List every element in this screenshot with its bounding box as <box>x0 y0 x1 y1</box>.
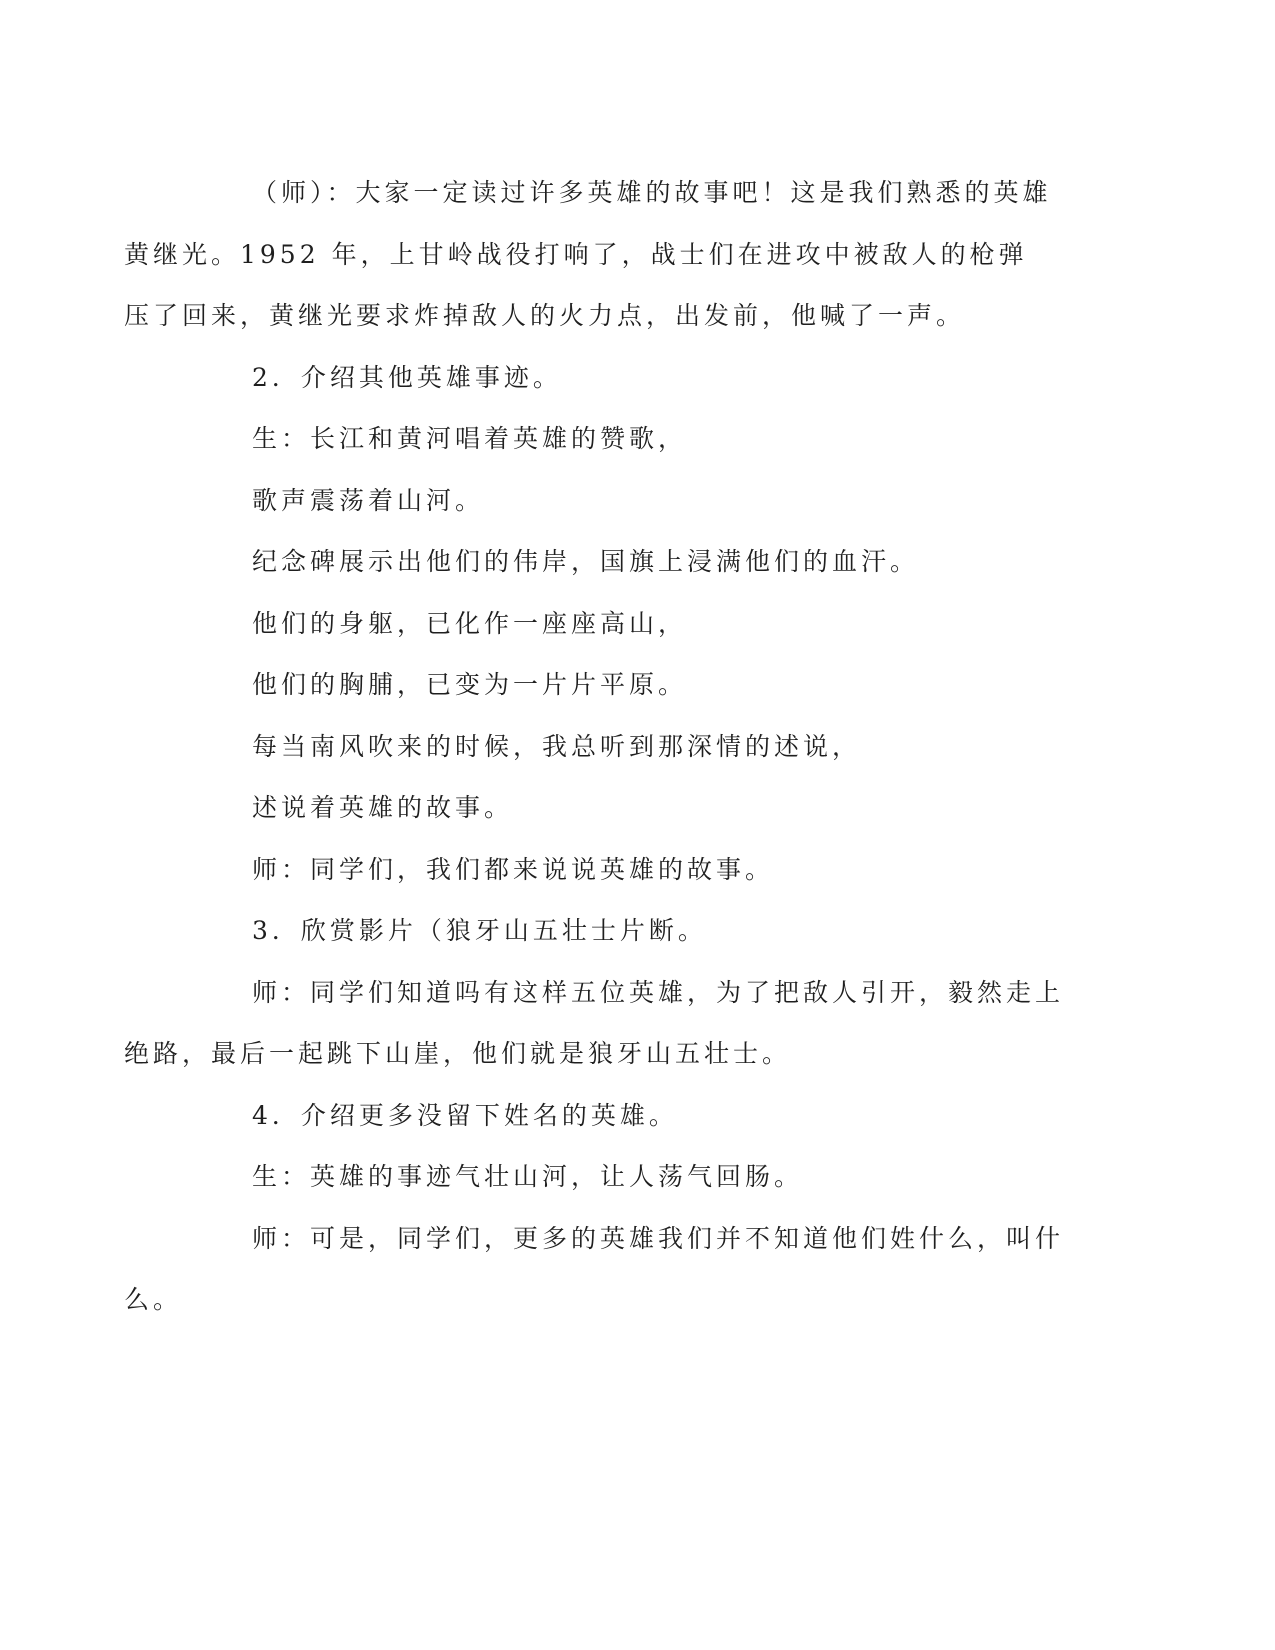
text-line: 压了回来，黄继光要求炸掉敌人的火力点，出发前，他喊了一声。 <box>124 301 966 330</box>
text-line: 绝路，最后一起跳下山崖，他们就是狼牙山五壮士。 <box>124 1039 792 1068</box>
paragraph-step-3-heading <box>188 900 1078 962</box>
text-line: 述说着英雄的故事。 <box>252 793 514 822</box>
paragraph-student-response <box>188 1146 1078 1208</box>
paragraph-step-4-heading <box>188 1085 1078 1147</box>
paragraph-intro-huang-jiguang <box>124 162 1078 347</box>
paragraph-five-heroes <box>124 962 1078 1085</box>
paragraph-step-2-heading <box>188 347 1078 409</box>
text-line: 师：可是，同学们，更多的英雄我们并不知道他们姓什么，叫什 <box>252 1223 1065 1253</box>
text-line: 歌声震荡着山河。 <box>252 485 485 515</box>
text-line: 生：长江和黄河唱着英雄的赞歌， <box>252 424 688 453</box>
document-body <box>124 162 1078 1331</box>
paragraph-poem-line-5 <box>188 654 1078 716</box>
paragraph-poem-line-6 <box>188 716 1078 778</box>
text-line: 么。 <box>124 1285 183 1314</box>
text-line: 3．欣赏影片（狼牙山五壮士片断。 <box>252 916 707 945</box>
text-line: 生：英雄的事迹气壮山河，让人荡气回肠。 <box>252 1162 804 1191</box>
paragraph-poem-line-3 <box>188 531 1078 593</box>
paragraph-teacher-prompt <box>188 839 1078 901</box>
paragraph-poem-line-7 <box>188 777 1078 839</box>
paragraph-poem-line-4 <box>188 593 1078 655</box>
text-line: 4．介绍更多没留下姓名的英雄。 <box>252 1100 678 1130</box>
paragraph-poem-line-2 <box>188 470 1078 532</box>
text-line: （师）：大家一定读过许多英雄的故事吧！这是我们熟悉的英雄 <box>252 178 1052 207</box>
text-line: 师：同学们，我们都来说说英雄的故事。 <box>252 854 775 884</box>
text-line: 黄继光。1952 年，上甘岭战役打响了，战士们在进攻中被敌人的枪弹 <box>124 239 1028 269</box>
paragraph-unknown-heroes <box>124 1208 1078 1331</box>
text-line: 每当南风吹来的时候，我总听到那深情的述说， <box>252 731 862 761</box>
text-line: 师：同学们知道吗有这样五位英雄，为了把敌人引开，毅然走上 <box>252 977 1065 1007</box>
paragraph-poem-line-1 <box>188 408 1078 470</box>
text-line: 2．介绍其他英雄事迹。 <box>252 362 562 392</box>
text-line: 他们的胸脯，已变为一片片平原。 <box>252 670 688 699</box>
text-line: 纪念碑展示出他们的伟岸，国旗上浸满他们的血汗。 <box>252 547 920 576</box>
text-line: 他们的身躯，已化作一座座高山， <box>252 608 688 638</box>
